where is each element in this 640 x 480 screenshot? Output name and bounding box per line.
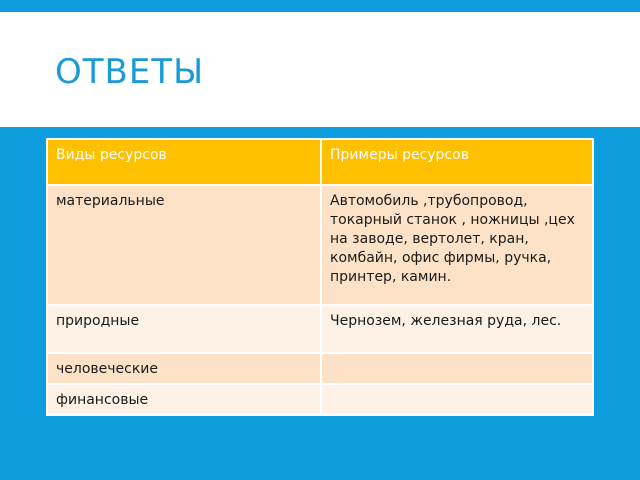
table-row <box>47 305 593 353</box>
cell-resource-type: финансовые <box>47 384 321 415</box>
table-row <box>47 384 593 415</box>
cell-resource-examples: Чернозем, железная руда, лес. <box>321 305 593 353</box>
cell-resource-type: материальные <box>47 185 321 305</box>
slide-title: ОТВЕТЫ <box>55 52 205 92</box>
cell-resource-examples: Автомобиль ,трубопровод, токарный станок , ножницы ,цех на заводе, вертолет, кран, комбайн, офис фирмы, ручка, принтер, камин. <box>321 185 593 305</box>
header-resource-examples: Примеры ресурсов <box>321 139 593 185</box>
table-header-row <box>47 139 593 185</box>
cell-resource-examples <box>321 353 593 384</box>
table-row <box>47 353 593 384</box>
header-resource-type: Виды ресурсов <box>47 139 321 185</box>
table-row <box>47 185 593 305</box>
cell-resource-examples <box>321 384 593 415</box>
resources-table <box>46 138 594 416</box>
cell-resource-type: человеческие <box>47 353 321 384</box>
top-strip <box>0 0 640 12</box>
cell-resource-type: природные <box>47 305 321 353</box>
